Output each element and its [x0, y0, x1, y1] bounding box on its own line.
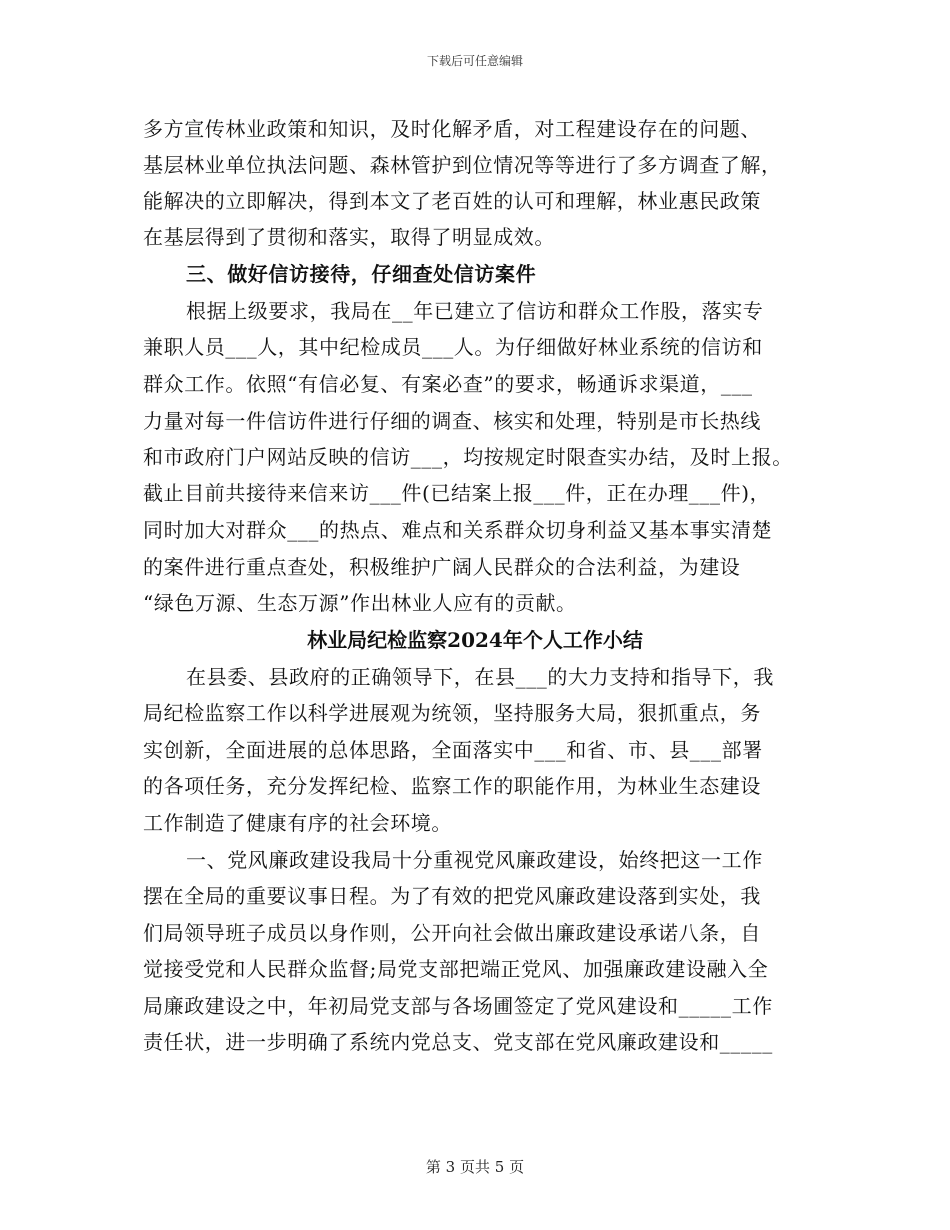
body-line: 实创新，全面进展的总体思路，全面落实中___和省、市、县___部署 [143, 738, 763, 762]
body-line: 责任状，进一步明确了系统内党总支、党支部在党风廉政建设和_____ [143, 1030, 773, 1054]
body-line: “绿色万源、生态万源”作出林业人应有的贡献。 [143, 591, 577, 615]
body-line: 的各项任务，充分发挥纪检、监察工作的职能作用，为林业生态建设 [143, 774, 761, 798]
body-line: 基层林业单位执法问题、森林管护到位情况等等进行了多方调查了解， [143, 153, 782, 177]
body-line: 在基层得到了贯彻和落实，取得了明显成效。 [143, 225, 555, 249]
body-line: 摆在全局的重要议事日程。为了有效的把党风廉政建设落到实处，我 [143, 884, 761, 908]
body-line: 多方宣传林业政策和知识，及时化解矛盾，对工程建设存在的问题、 [143, 117, 761, 141]
body-line: 一、党风廉政建设我局十分重视党风廉政建设，始终把这一工作 [186, 848, 763, 872]
section-heading: 三、做好信访接待，仔细查处信访案件 [186, 262, 537, 286]
page-header: 下载后可任意编辑 [426, 54, 523, 68]
body-line: 力量对每一件信访件进行仔细的调查、核实和处理，特别是市长热线 [143, 409, 761, 433]
body-line: 和市政府门户网站反映的信访___，均按规定时限查实办结，及时上报。 [143, 445, 793, 469]
body-line: 同时加大对群众___的热点、难点和关系群众切身利益又基本事实清楚 [143, 518, 773, 542]
body-line: 截止目前共接待来信来访___件(已结案上报___件，正在办理___件)， [143, 481, 771, 505]
body-line: 根据上级要求，我局在__年已建立了信访和群众工作股，落实专 [186, 299, 764, 323]
body-line: 在县委、县政府的正确领导下，在县___的大力支持和指导下，我 [186, 665, 774, 689]
body-line: 们局领导班子成员以身作则，公开向社会做出廉政建设承诺八条，自 [143, 921, 761, 945]
body-line: 兼职人员___人，其中纪检成员___人。为仔细做好林业系统的信访和 [143, 335, 763, 359]
body-line: 的案件进行重点查处，积极维护广阔人民群众的合法利益，为建设 [143, 555, 741, 579]
body-line: 觉接受党和人民群众监督;局党支部把端正党风、加强廉政建设融入全 [143, 957, 769, 981]
body-line: 工作制造了健康有序的社会环境。 [143, 811, 452, 835]
document-title: 林业局纪检监察2024年个人工作小结 [307, 628, 643, 652]
body-line: 局廉政建设之中，年初局党支部与各场圃签定了党风建设和_____工作 [143, 994, 773, 1018]
page-footer: 第 3 页共 5 页 [425, 1158, 525, 1176]
body-line: 能解决的立即解决，得到本文了老百姓的认可和理解，林业惠民政策 [143, 189, 761, 213]
body-line: 群众工作。依照“有信必复、有案必查”的要求，畅通诉求渠道，___ [143, 372, 753, 396]
body-line: 局纪检监察工作以科学进展观为统领，坚持服务大局，狠抓重点，务 [143, 701, 761, 725]
